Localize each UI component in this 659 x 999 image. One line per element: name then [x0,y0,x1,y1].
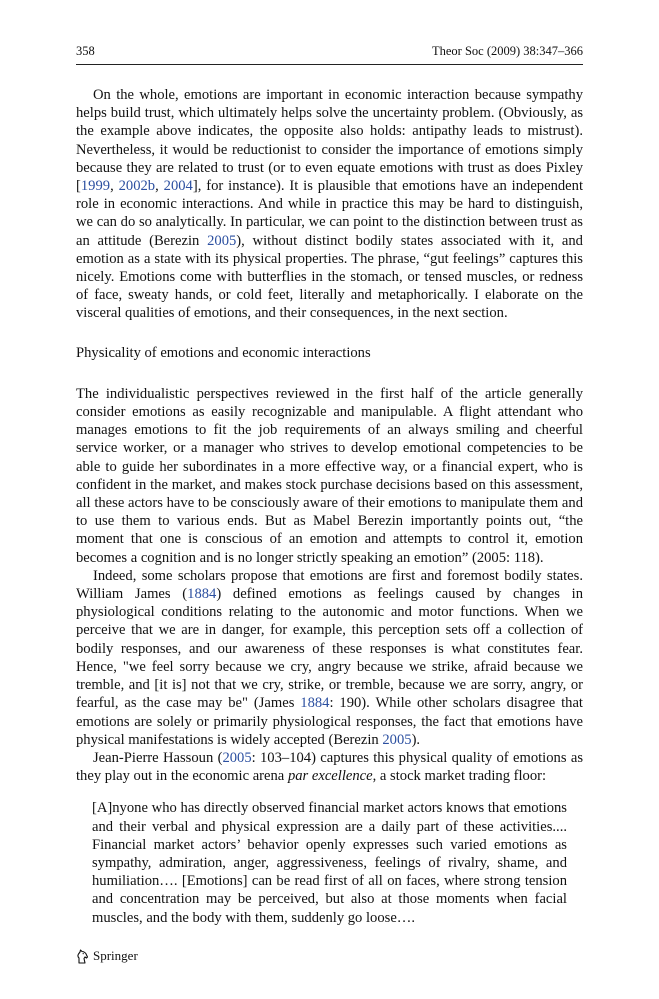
citation-link-pixley-2002b[interactable]: 2002b [118,178,156,195]
text-span: ), without distinct bodily states associated with it, and emotion as a state with its physical properties. The phrase, “gut feelings” captures this nicely. Emotions come with butterflies in the stomach, or tensed muscles, or redness of face, sweaty hands, or cold feet, literally and metaphorically. I elaborate on the visceral qualities of emotions, and their consequences, in the next section. [76,232,583,322]
section-heading: Physicality of emotions and economic interactions [76,344,371,361]
publisher-footer [76,948,138,964]
citation-link-berezin-2005-b[interactable]: 2005 [382,731,412,748]
text-span: ], for instance). It is plausible that emotions have an independent role in economic interactions. And while in practice this may be hard to distinguish, we can do so analytically. In particular, we can point to the distinction between trust as an attitude (Berezin [76,178,583,249]
citation-link-james-1884[interactable]: 1884 [187,586,217,603]
citation-link-pixley-1999[interactable]: 1999 [80,178,111,195]
block-quote: [A]nyone who has directly observed financial market actors knows that emotions and their verbal and physical expression are a daily part of these activities.... Financial market actors’ behavior openly expresses such varied emotions as sympathy, admiration, anger, aggressiveness, feelings of rivalry, shame, and humiliation…. [Emotions] can be read first of all on faces, where strong tension and concentration may be perceived, but also at those moments when facial muscles, and the body with them, suddenly go loose…. [92,800,567,926]
text-span: , [110,178,119,195]
text-span: ) defined emotions as feelings caused by changes in physiological conditions relating to the autonomic and motor functions. When we perceive that we are in danger, for example, this perception sets off a collection of bodily responses, and our awareness of these responses is what constitutes fear. Hence, "we feel sorry because we cry, angry because we strike, afraid because we tremble, and [it is] not that we cry, strike, or tremble, because we are sorry, angry, or fearful, as the case may be" (James [76,586,584,712]
running-header [76,44,583,59]
paragraph-2: The individualistic perspectives reviewed in the first half of the article generally consider emotions as easily recognizable and manipulable. A flight attendant who manages emotions to fit the job requirements of an always smiling and cheerful service worker, or a manager who strives to develop emotional competencies to be able to guide her subordinates in a more effective way, or a financial expert, who is confident in the market, and makes stock purchase decisions based on this assessment, all these actors have to be consciously aware of their emotions to manipulate them and to use them to various ends. But as Mabel Berezin importantly points out, “the moment that one is conscious of an emotion and attempts to control it, emotion becomes a cognition and is no longer strictly speaking an emotion” (2005: 118). [76,385,583,566]
text-span: : 103–104) captures this physical quality of emotions as they play out in the economic arena [76,749,583,785]
journal-citation: Theor Soc (2009) 38:347–366 [431,44,583,58]
article-body [76,86,583,927]
text-span: Jean-Pierre Hassoun ( [93,749,223,766]
text-span: On the whole, emotions are important in economic interaction because sympathy helps build trust, which ultimately helps solve the uncertainty problem. (Obviously, as the example above indicates, the opposite also holds: antipathy leads to mistrust). Nevertheless, it would be reductionist to consider the importance of emotions simply because they are related to trust (or to even equate emotions with trust as does Pixley [ [76,87,583,195]
publisher-name: Springer [93,948,138,963]
springer-horse-logo-icon [76,949,89,964]
text-span: , a stock market trading floor: [372,768,547,785]
text-span: , [155,178,164,195]
paragraph-1 [76,86,583,323]
citation-link-james-1884-b[interactable]: 1884 [300,695,330,712]
citation-link-pixley-2004[interactable]: 2004 [163,178,193,195]
paragraph-4 [76,749,583,785]
citation-link-berezin-2005[interactable]: 2005 [207,232,237,249]
page-number: 358 [76,44,95,58]
emphasis: par excellence [287,768,373,785]
text-span: Indeed, some scholars propose that emotions are first and foremost bodily states. William James ( [76,567,583,603]
citation-link-hassoun-2005[interactable]: 2005 [222,749,252,766]
paragraph-3 [76,567,583,749]
text-span: : 190). While other scholars disagree that emotions are solely or primarily physiological responses, the fact that emotions have physical manifestations is widely accepted (Berezin [76,695,583,748]
header-rule [76,64,583,65]
text-span: ). [411,731,421,748]
